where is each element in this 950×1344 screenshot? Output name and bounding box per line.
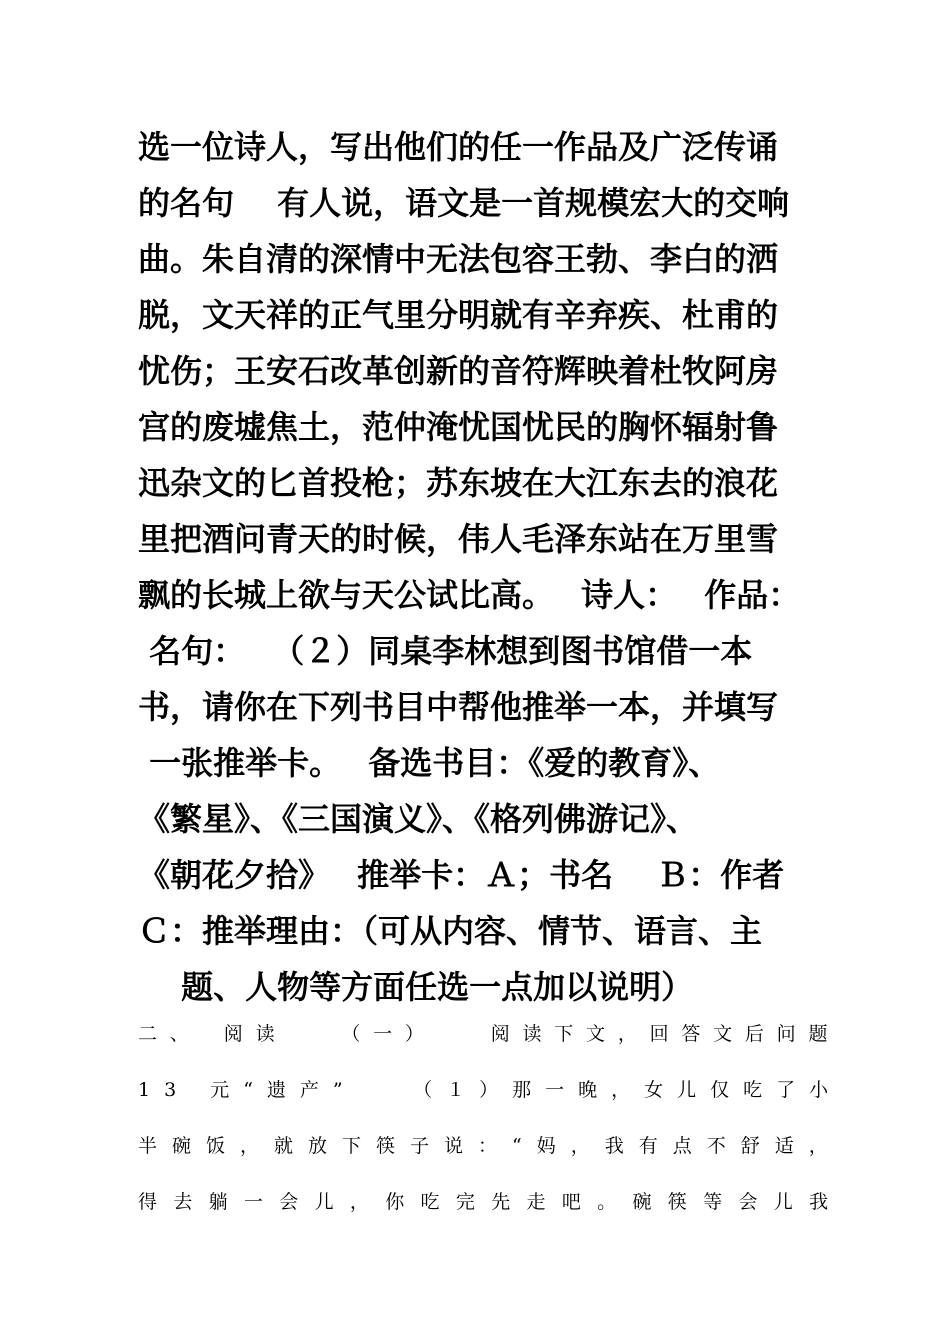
text-line: 宫的废墟焦土，范仲淹忧国忧民的胸怀辐射鲁 [138,408,779,446]
small-text-line: 二、 阅读 （一） 阅读下文，回答文后问题 [138,1023,841,1045]
small-text-line: 得去躺一会儿，你吃完先走吧。碗筷等会儿我 [138,1191,845,1213]
text-line: 的名句 有人说，语文是一首规模宏大的交响 [138,184,790,222]
small-text-line: 13 元“遗产” （１）那一晚，女儿仅吃了小 [138,1079,843,1101]
text-line: 《朝花夕拾》 推举卡：Ａ；书名 Ｂ：作者 [138,856,785,894]
text-line: 迅杂文的匕首投枪；苏东坡在大江东去的浪花 [138,464,779,502]
text-line: 书，请你在下列书目中帮他推举一本，并填写 [138,688,779,726]
text-line: Ｃ：推举理由：（可从内容、情节、语言、主 [138,912,763,950]
text-line: 《繁星》、《三国演义》、《格列佛游记》、 [138,800,699,838]
text-line: 名句： （２）同桌李林想到图书馆借一本 [138,632,753,670]
text-line: 曲。朱自清的深情中无法包容王勃、李白的洒 [138,240,779,278]
text-line: 忧伤；王安石改革创新的音符辉映着杜牧阿房 [138,352,779,390]
text-line: 脱，文天祥的正气里分明就有辛弃疾、杜甫的 [138,296,779,334]
text-line: 题、人物等方面任选一点加以说明） [138,968,694,1006]
small-text-line: 半碗饭，就放下筷子说：“妈，我有点不舒适， [138,1135,843,1157]
text-line: 飘的长城上欲与天公试比高。 诗人： 作品： [138,576,801,614]
text-line: 选一位诗人，写出他们的任一作品及广泛传诵 [138,128,779,166]
text-line: 里把酒问青天的时候，伟人毛泽东站在万里雪 [138,520,779,558]
text-line: 一张推举卡。 备选书目：《爱的教育》、 [138,744,721,782]
